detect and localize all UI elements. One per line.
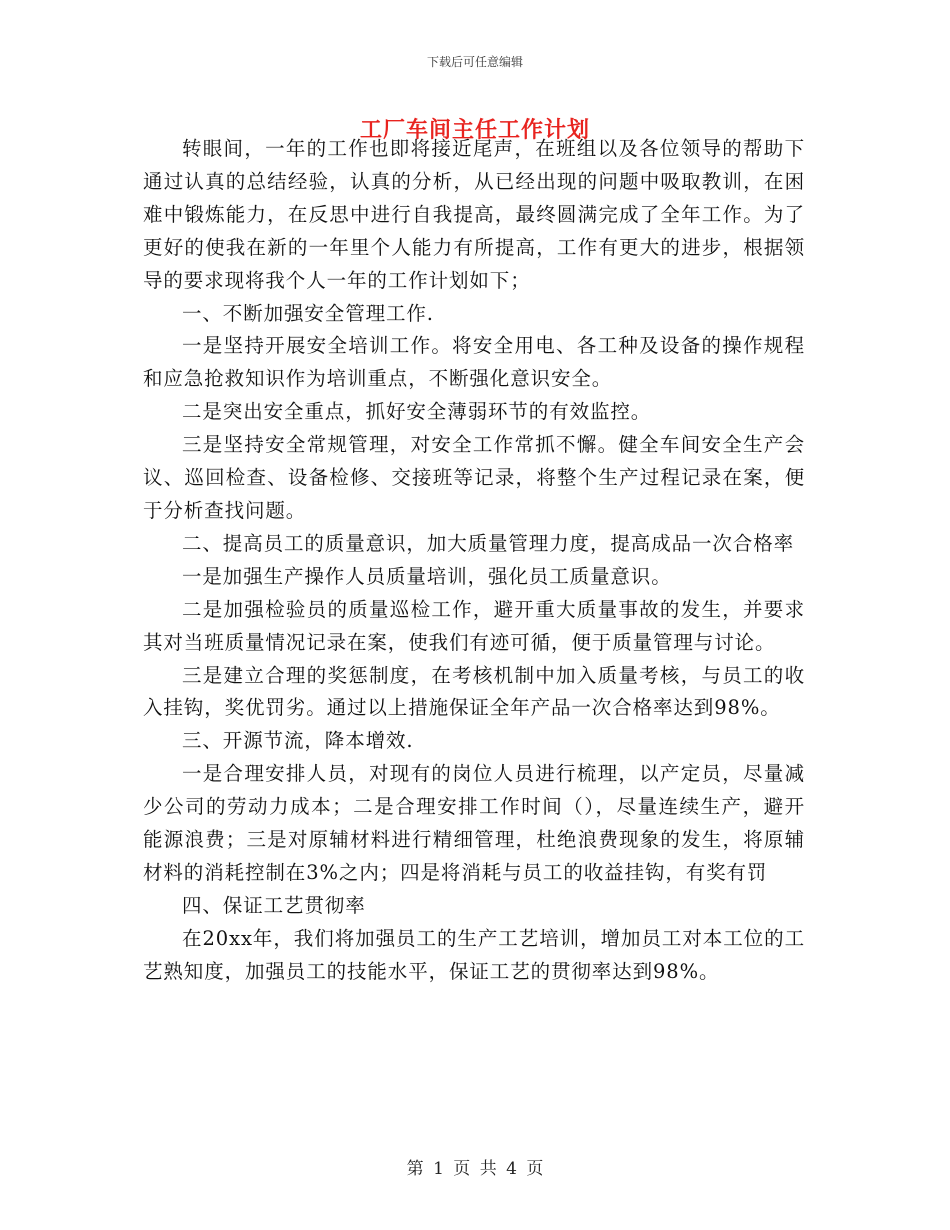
document-title: 工厂车间主任工作计划	[359, 117, 590, 143]
paragraph: 一是坚持开展安全培训工作。将安全用电、各工种及设备的操作规程和应急抢救知识作为培训重点，不断强化意识安全。	[143, 334, 805, 391]
section-heading-cost: 三、开源节流，降本增效.	[182, 729, 414, 753]
section-heading-safety: 一、不断加强安全管理工作.	[182, 301, 434, 325]
paragraph: 一是加强生产操作人员质量培训，强化员工质量意识。	[182, 564, 672, 588]
page-number-footer: 第 1 页 共 4 页	[406, 1159, 544, 1179]
paragraph: 在20xx年，我们将加强员工的生产工艺培训，增加员工对本工位的工艺熟知度，加强员工的技能水平，保证工艺的贯彻率达到98%。	[143, 926, 805, 983]
paragraph-intro: 转眼间，一年的工作也即将接近尾声，在班组以及各位领导的帮助下通过认真的总结经验，认真的分析，从已经出现的问题中吸取教训，在困难中锻炼能力，在反思中进行自我提高，最终圆满完成了全年工作。为了更好的使我在新的一年里个人能力有所提高，工作有更大的进步，根据领导的要求现将我个人一年的工作计划如下；	[143, 137, 805, 292]
paragraph: 三是坚持安全常规管理，对安全工作常抓不懈。健全车间安全生产会议、巡回检查、设备检修、交接班等记录，将整个生产过程记录在案，便于分析查找问题。	[143, 433, 805, 522]
header-note: 下载后可任意编辑	[426, 55, 523, 69]
paragraph: 二是突出安全重点，抓好安全薄弱环节的有效监控。	[182, 400, 652, 424]
document-body	[143, 133, 805, 989]
section-heading-quality: 二、提高员工的质量意识，加大质量管理力度，提高成品一次合格率	[182, 531, 795, 555]
paragraph: 三是建立合理的奖惩制度，在考核机制中加入质量考核，与员工的收入挂钩，奖优罚劣。通过以上措施保证全年产品一次合格率达到98%。	[143, 663, 805, 720]
paragraph: 一是合理安排人员，对现有的岗位人员进行梳理，以产定员，尽量减少公司的劳动力成本；二是合理安排工作时间（），尽量连续生产，避开能源浪费；三是对原辅材料进行精细管理，杜绝浪费现象的发生，将原辅材料的消耗控制在3%之内；四是将消耗与员工的收益挂钩，有奖有罚	[143, 762, 805, 884]
paragraph: 二是加强检验员的质量巡检工作，避开重大质量事故的发生，并要求其对当班质量情况记录在案，使我们有迹可循，便于质量管理与讨论。	[143, 597, 805, 654]
section-heading-process: 四、保证工艺贯彻率	[182, 893, 366, 917]
